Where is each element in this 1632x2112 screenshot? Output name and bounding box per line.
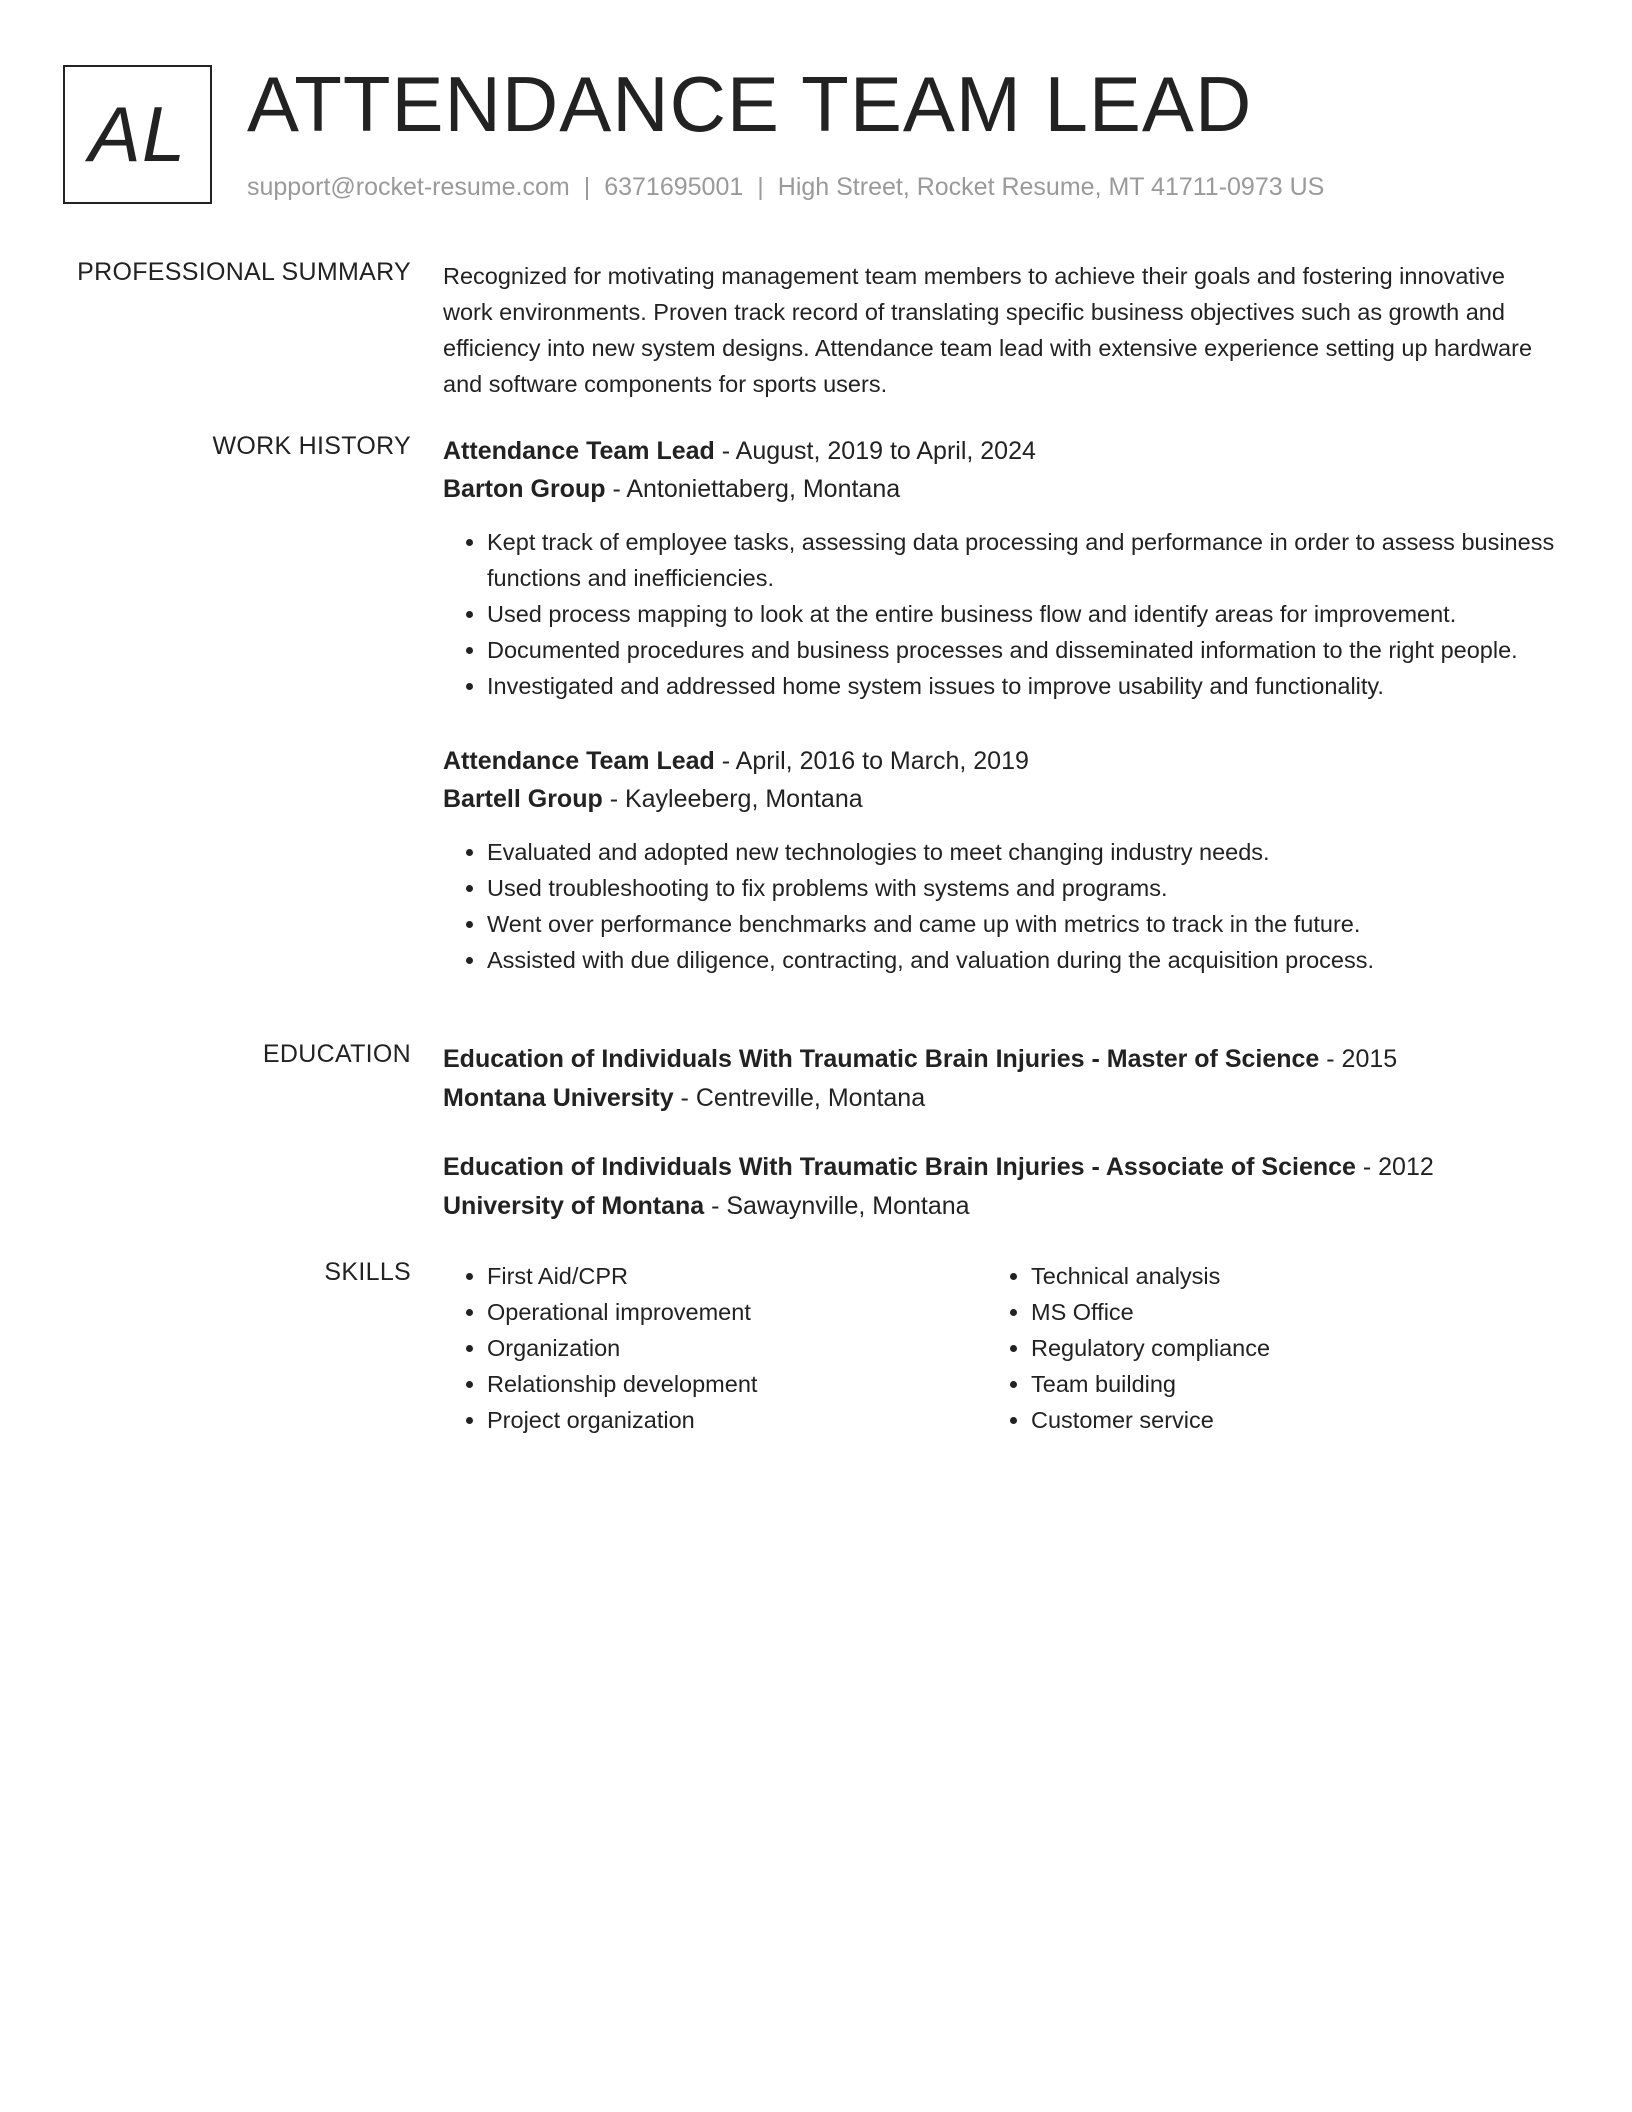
job-dates: - April, 2016 to March, 2019 <box>714 747 1029 775</box>
job-entry <box>443 742 1558 978</box>
summary-content <box>443 258 1558 402</box>
school-name: University of Montana <box>443 1192 705 1220</box>
section-label-work-history: WORK HISTORY <box>212 432 411 460</box>
job-bullets <box>443 834 1558 978</box>
degree-line <box>443 1040 1558 1079</box>
section-label-summary: PROFESSIONAL SUMMARY <box>77 258 411 286</box>
company-location: - Kayleeberg, Montana <box>602 785 863 813</box>
degree-year: - 2012 <box>1355 1153 1434 1181</box>
company-line <box>443 780 1558 818</box>
job-bullet: • Went over performance benchmarks and came up with metrics to track in the future. <box>487 906 1558 942</box>
skills-list-left <box>443 1258 987 1438</box>
degree-line <box>443 1148 1558 1187</box>
degree-year: - 2015 <box>1319 1045 1398 1073</box>
job-title: Attendance Team Lead <box>443 747 715 775</box>
company-name: Barton Group <box>443 475 606 503</box>
job-bullets <box>443 524 1558 704</box>
education-entry <box>443 1148 1558 1226</box>
degree-name: Education of Individuals With Traumatic Brain Injuries - Associate of Science <box>443 1153 1356 1181</box>
degree-name: Education of Individuals With Traumatic Brain Injuries - Master of Science <box>443 1045 1320 1073</box>
skill-item: • Organization <box>487 1330 987 1366</box>
job-title: Attendance Team Lead <box>443 437 715 465</box>
school-location: - Sawaynville, Montana <box>704 1192 970 1220</box>
skill-item: • Team building <box>1031 1366 1531 1402</box>
skills-columns <box>443 1258 1558 1438</box>
job-entry <box>443 432 1558 704</box>
candidate-name: ATTENDANCE TEAM LEAD <box>247 60 1253 148</box>
summary-text: Recognized for motivating management team members to achieve their goals and fostering innovative work environments. Proven track record of translating specific business objectives such as growth and efficiency into new system designs. Attendance team lead with extensive experience setting up hardware and software components for sports users. <box>443 263 1533 397</box>
skill-item: • Operational improvement <box>487 1294 987 1330</box>
company-line <box>443 470 1558 508</box>
skills-list-right <box>987 1258 1531 1438</box>
monogram-badge: AL <box>63 65 212 204</box>
skill-item: • Project organization <box>487 1402 987 1438</box>
job-title-line <box>443 432 1558 470</box>
job-bullet: • Investigated and addressed home system issues to improve usability and functionality. <box>487 668 1558 704</box>
skill-item: • MS Office <box>1031 1294 1531 1330</box>
contact-address: High Street, Rocket Resume, MT 41711-0973 US <box>777 173 1325 201</box>
skill-item: • Relationship development <box>487 1366 987 1402</box>
education-content <box>443 1040 1558 1256</box>
job-bullet: • Evaluated and adopted new technologies to meet changing industry needs. <box>487 834 1558 870</box>
contact-email[interactable]: support@rocket-resume.com <box>247 173 570 201</box>
skills-content <box>443 1258 1558 1438</box>
contact-separator: | <box>757 173 764 201</box>
job-bullet: • Assisted with due diligence, contracting, and valuation during the acquisition process. <box>487 942 1558 978</box>
job-bullet: • Documented procedures and business processes and disseminated information to the right people. <box>487 632 1558 668</box>
job-bullet: • Kept track of employee tasks, assessing data processing and performance in order to assess business functions and inefficiencies. <box>487 524 1558 596</box>
job-bullet: • Used process mapping to look at the entire business flow and identify areas for improvement. <box>487 596 1558 632</box>
skill-item: • Regulatory compliance <box>1031 1330 1531 1366</box>
contact-separator: | <box>583 173 591 201</box>
job-bullet: • Used troubleshooting to fix problems with systems and programs. <box>487 870 1558 906</box>
school-location: - Centreville, Montana <box>673 1084 926 1112</box>
school-line <box>443 1079 1558 1118</box>
company-location: - Antoniettaberg, Montana <box>605 475 901 503</box>
skill-item: • First Aid/CPR <box>487 1258 987 1294</box>
skill-item: • Customer service <box>1031 1402 1531 1438</box>
school-name: Montana University <box>443 1084 674 1112</box>
company-name: Bartell Group <box>443 785 603 813</box>
work-history-content <box>443 432 1558 1016</box>
resume-header <box>63 60 1573 210</box>
education-entry <box>443 1040 1558 1118</box>
job-dates: - August, 2019 to April, 2024 <box>714 437 1036 465</box>
section-label-education: EDUCATION <box>262 1040 411 1068</box>
section-label-skills: SKILLS <box>324 1258 411 1286</box>
contact-phone[interactable]: 6371695001 <box>604 173 744 201</box>
job-title-line <box>443 742 1558 780</box>
contact-line <box>247 173 1324 202</box>
skill-item: • Technical analysis <box>1031 1258 1531 1294</box>
school-line <box>443 1187 1558 1226</box>
